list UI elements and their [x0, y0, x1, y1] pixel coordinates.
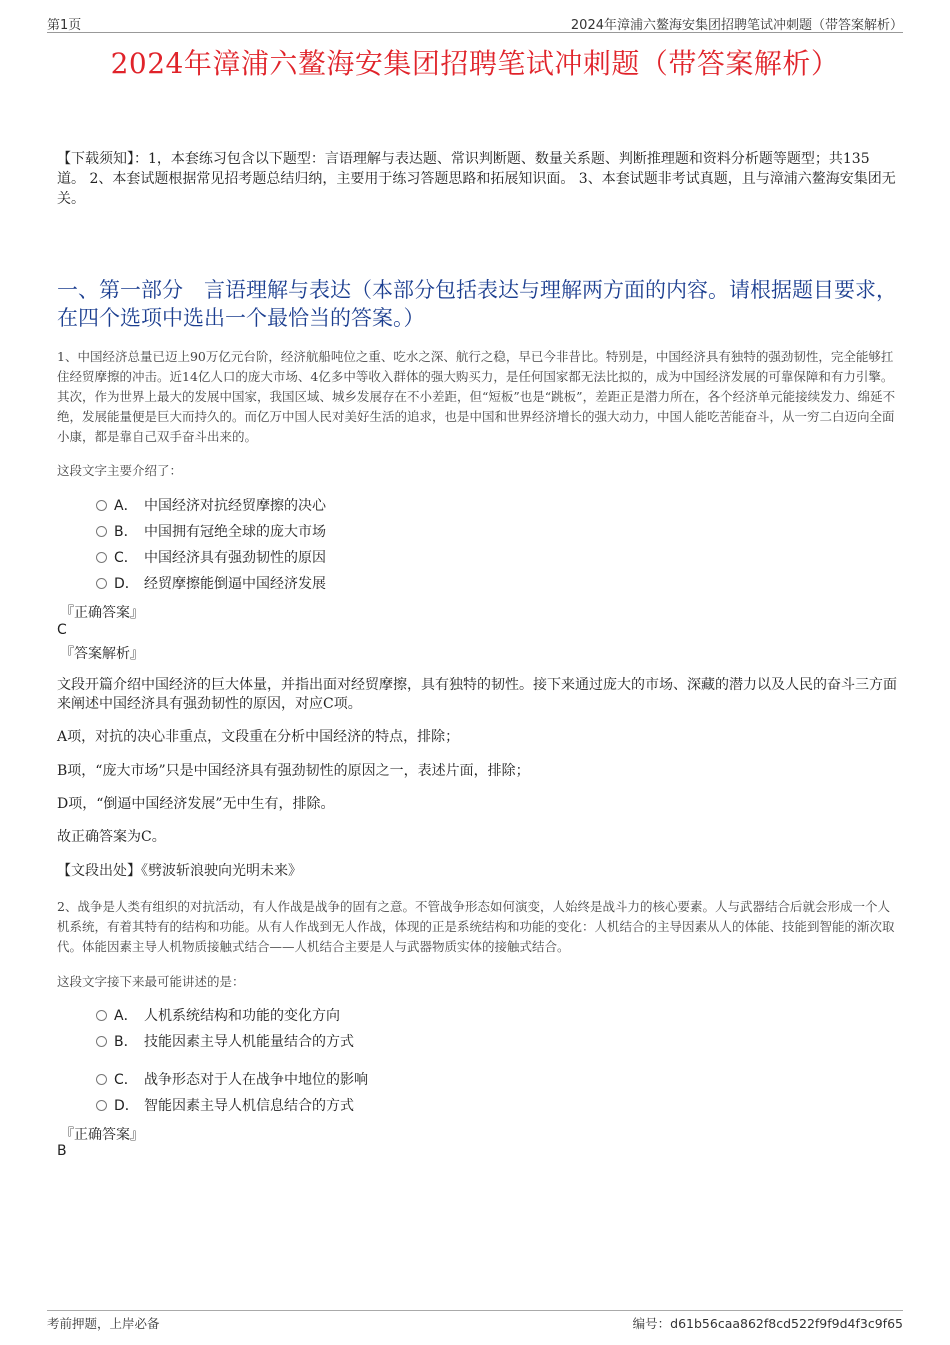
download-notice: 【下载须知】：1，本套练习包含以下题型：言语理解与表达题、常识判断题、数量关系题、判断推理题和资料分析题等题型；共135道。 2、本套试题根据常见招考题总结归纳，主要用于练习答题思路和拓展知识面。 3、本套试题非考试真题，且与漳浦六鳌海安集团无关。	[57, 151, 896, 207]
q1-answer-label: 『正确答案』	[60, 605, 144, 621]
q2-option-a[interactable]: A． 人机系统结构和功能的变化方向	[96, 1006, 340, 1026]
q2-passage: 2、战争是人类有组织的对抗活动，有人作战是战争的固有之意。不管战争形态如何演变，人始终是战斗力的核心要素。人与武器结合后就会形成一个人机系统，有着其特有的结构和功能。从有人作战到无人作战，体现的正是系统结构和功能的变化：人机结合的主导因素从人的体能、技能到智能的渐次取代。体能因素主导人机物质接触式结合——人机结合主要是人与武器物质实体的接触式结合。	[57, 899, 895, 954]
radio-icon[interactable]	[96, 526, 107, 537]
q1-analysis-b: B项，“庞大市场”只是中国经济具有强劲韧性的原因之一，表述片面，排除；	[57, 763, 530, 779]
q1-analysis-a: A项，对抗的决心非重点，文段重在分析中国经济的特点，排除；	[57, 729, 460, 745]
q1-analysis-summary: 文段开篇介绍中国经济的巨大体量，并指出面对经贸摩擦，具有独特的韧性。接下来通过庞大的市场、深藏的潜力以及人民的奋斗三方面来阐述中国经济具有强劲韧性的原因，对应C项。	[57, 677, 897, 712]
q1-option-a[interactable]: A． 中国经济对抗经贸摩擦的决心	[96, 496, 326, 516]
radio-icon[interactable]	[96, 500, 107, 511]
q1-analysis-label: 『答案解析』	[60, 646, 144, 662]
q1-answer: C	[57, 622, 67, 638]
q1-option-d[interactable]: D． 经贸摩擦能倒逼中国经济发展	[96, 574, 326, 594]
radio-icon[interactable]	[96, 1074, 107, 1085]
radio-icon[interactable]	[96, 1036, 107, 1047]
q2-option-d[interactable]: D． 智能因素主导人机信息结合的方式	[96, 1096, 354, 1116]
page-header	[47, 14, 903, 33]
footer-code: 编号：d61b56caa862f8cd522f9f9d4f3c9f65	[632, 1316, 903, 1331]
q1-option-c[interactable]: C． 中国经济具有强劲韧性的原因	[96, 548, 326, 568]
q1-source: 【文段出处】《劈波斩浪驶向光明未来》	[57, 863, 302, 879]
q1-passage: 1、中国经济总量已迈上90万亿元台阶，经济航船吨位之重、吃水之深、航行之稳，早已今非昔比。特别是，中国经济具有独特的强劲韧性，完全能够扛住经贸摩擦的冲击。近14亿人口的庞大市场、4亿多中等收入群体的强大购买力，是任何国家都无法比拟的，成为中国经济发展的可靠保障和有力引擎。其次，作为世界上最大的发展中国家，我国区域、城乡发展存在不小差距，但“短板”也是“跳板”，差距正是潜力所在，各个经济单元能接续发力、绵延不绝，发展能量便是巨大而持久的。而亿万中国人民对美好生活的追求，也是中国和世界经济增长的强大动力，中国人能吃苦能奋斗，从一穷二白迈向全面小康，都是靠自己双手奋斗出来的。	[57, 349, 896, 444]
q2-answer-label: 『正确答案』	[60, 1127, 144, 1143]
q1-option-b[interactable]: B． 中国拥有冠绝全球的庞大市场	[96, 522, 326, 542]
q2-option-c[interactable]: C． 战争形态对于人在战争中地位的影响	[96, 1070, 368, 1090]
radio-icon[interactable]	[96, 552, 107, 563]
page-number: 第1页	[47, 18, 82, 33]
q1-prompt: 这段文字主要介绍了：	[57, 463, 183, 478]
q2-option-b[interactable]: B． 技能因素主导人机能量结合的方式	[96, 1032, 354, 1052]
footer-slogan: 考前押题，上岸必备	[47, 1316, 160, 1331]
q1-analysis-d: D项，“倒逼中国经济发展”无中生有，排除。	[57, 796, 335, 812]
q2-prompt: 这段文字接下来最可能讲述的是：	[57, 974, 245, 989]
q2-answer: B	[57, 1143, 67, 1159]
document-title: 2024年漳浦六鳌海安集团招聘笔试冲刺题（带答案解析）	[110, 47, 840, 80]
q1-analysis-conclusion: 故正确答案为C。	[57, 829, 166, 845]
section-heading: 一、第一部分 言语理解与表达（本部分包括表达与理解两方面的内容。请根据题目要求，在四个选项中选出一个最恰当的答案。）	[57, 278, 897, 330]
radio-icon[interactable]	[96, 1010, 107, 1021]
radio-icon[interactable]	[96, 1100, 107, 1111]
radio-icon[interactable]	[96, 578, 107, 589]
page-footer	[47, 1310, 903, 1331]
header-doc-title: 2024年漳浦六鳌海安集团招聘笔试冲刺题（带答案解析）	[570, 18, 903, 33]
